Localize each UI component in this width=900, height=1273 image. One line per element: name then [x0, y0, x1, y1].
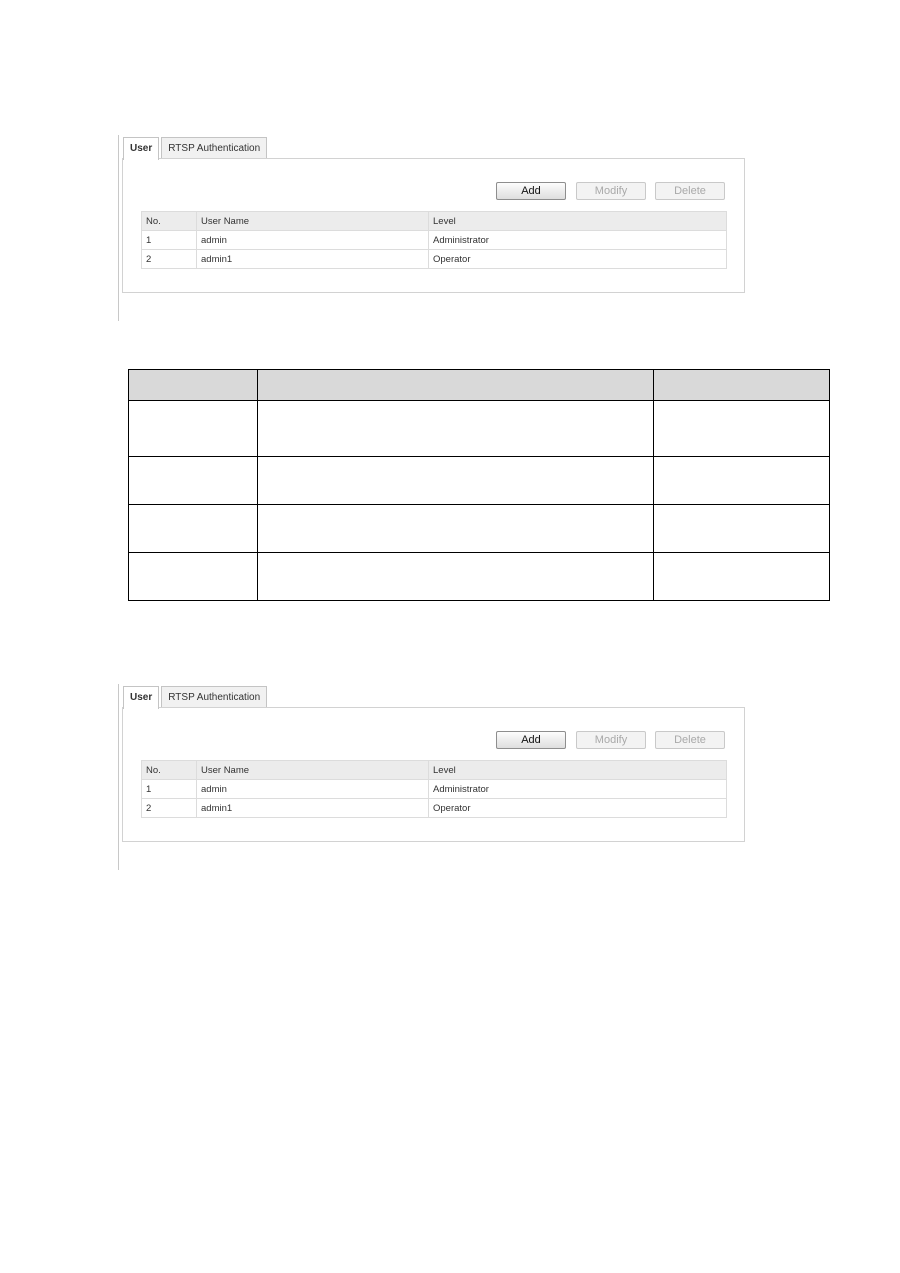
tab-user[interactable]: User	[123, 137, 159, 160]
doc-cell	[258, 401, 654, 457]
doc-row	[129, 553, 830, 601]
table-header-row	[142, 761, 727, 780]
doc-row	[129, 505, 830, 553]
cell-level: Operator	[429, 250, 727, 269]
user-list-box	[122, 707, 745, 842]
user-table	[141, 760, 727, 818]
cell-no: 1	[142, 780, 197, 799]
delete-button[interactable]: Delete	[655, 731, 725, 749]
user-table	[141, 211, 727, 269]
doc-header-cell	[654, 370, 830, 401]
panel-left-border	[118, 135, 119, 321]
cell-level: Administrator	[429, 231, 727, 250]
cell-user-name: admin	[197, 231, 429, 250]
table-header-row	[142, 212, 727, 231]
tab-rtsp-authentication[interactable]: RTSP Authentication	[161, 137, 267, 159]
doc-header-row	[129, 370, 830, 401]
panel-left-border	[118, 684, 119, 870]
doc-cell	[654, 505, 830, 553]
column-header-user-name: User Name	[197, 761, 429, 780]
column-header-no: No.	[142, 212, 197, 231]
modify-button[interactable]: Modify	[576, 731, 646, 749]
add-button[interactable]: Add	[496, 731, 566, 749]
cell-level: Administrator	[429, 780, 727, 799]
add-button[interactable]: Add	[496, 182, 566, 200]
cell-user-name: admin1	[197, 799, 429, 818]
column-header-user-name: User Name	[197, 212, 429, 231]
doc-cell	[654, 401, 830, 457]
column-header-no: No.	[142, 761, 197, 780]
doc-cell	[129, 401, 258, 457]
doc-header-cell	[258, 370, 654, 401]
doc-cell	[258, 505, 654, 553]
document-table	[128, 369, 830, 601]
tab-rtsp-authentication[interactable]: RTSP Authentication	[161, 686, 267, 708]
tab-bar	[123, 686, 267, 708]
modify-button[interactable]: Modify	[576, 182, 646, 200]
doc-cell	[258, 457, 654, 505]
doc-cell	[129, 457, 258, 505]
doc-cell	[654, 553, 830, 601]
tab-bar	[123, 137, 267, 159]
doc-header-cell	[129, 370, 258, 401]
doc-cell	[129, 505, 258, 553]
doc-cell	[258, 553, 654, 601]
cell-no: 2	[142, 250, 197, 269]
doc-cell	[654, 457, 830, 505]
cell-no: 2	[142, 799, 197, 818]
tab-user[interactable]: User	[123, 686, 159, 709]
user-panel-2	[118, 684, 748, 870]
cell-user-name: admin1	[197, 250, 429, 269]
table-row[interactable]	[142, 780, 727, 799]
cell-user-name: admin	[197, 780, 429, 799]
table-row[interactable]	[142, 231, 727, 250]
column-header-level: Level	[429, 761, 727, 780]
cell-level: Operator	[429, 799, 727, 818]
delete-button[interactable]: Delete	[655, 182, 725, 200]
user-list-box	[122, 158, 745, 293]
cell-no: 1	[142, 231, 197, 250]
doc-cell	[129, 553, 258, 601]
doc-row	[129, 401, 830, 457]
user-panel-1	[118, 135, 748, 321]
doc-row	[129, 457, 830, 505]
column-header-level: Level	[429, 212, 727, 231]
table-row[interactable]	[142, 799, 727, 818]
table-row[interactable]	[142, 250, 727, 269]
